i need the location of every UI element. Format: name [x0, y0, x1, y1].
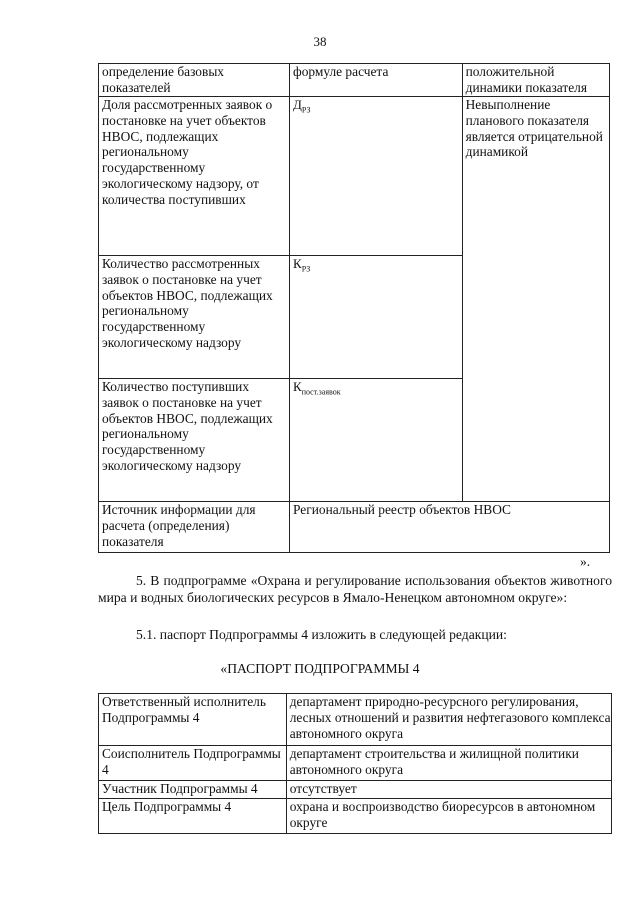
table-cell: департамент природно-ресурсного регулирования, лесных отношений и развития нефтегазового комплекса автономного округа: [286, 694, 611, 746]
table-cell: Источник информации для расчета (определения) показателя: [99, 502, 290, 553]
table-cell: определение базовых показателей: [99, 64, 290, 97]
passport-table: [98, 693, 612, 834]
table-row: [99, 64, 610, 97]
symbol-main: К: [293, 256, 302, 271]
table-row: [99, 746, 612, 781]
table-cell: охрана и воспроизводство биоресурсов в автономном округе: [286, 799, 611, 834]
section-heading: «ПАСПОРТ ПОДПРОГРАММЫ 4: [220, 661, 420, 676]
table-cell: Количество рассмотренных заявок о постановке на учет объектов НВОС, подлежащих региональному государственному экологическому надзору: [99, 256, 290, 379]
table-cell: Невыполнение планового показателя является отрицательной динамикой: [462, 97, 609, 502]
table-cell: формуле расчета: [290, 64, 463, 97]
table-cell: Ответственный исполнитель Подпрограммы 4: [99, 694, 287, 746]
paragraph: 5. В подпрограмме «Охрана и регулирование использования объектов животного мира и водных биологических ресурсов в Ямало-Ненецком автономном округе»:: [98, 573, 612, 606]
paragraph: 5.1. паспорт Подпрограммы 4 изложить в следующей редакции:: [136, 627, 507, 642]
symbol-main: Д: [293, 97, 302, 112]
closing-quote: ».: [580, 554, 591, 569]
table-cell: Количество поступивших заявок о постановке на учет объектов НВОС, подлежащих региональному государственному экологическому надзору: [99, 379, 290, 502]
symbol-subscript: РЗ: [301, 264, 311, 274]
table-row: [99, 694, 612, 746]
table-row: [99, 502, 610, 553]
table-cell: Доля рассмотренных заявок о постановке на учет объектов НВОС, подлежащих региональному государственному экологическому надзору, от количества поступивших: [99, 97, 290, 256]
symbol-subscript: пост.заявок: [301, 387, 341, 397]
table-cell: отсутствует: [286, 781, 611, 799]
table-row: [99, 799, 612, 834]
table-cell: Соисполнитель Подпрограммы 4: [99, 746, 287, 781]
table-cell: Цель Подпрограммы 4: [99, 799, 287, 834]
table-cell: департамент строительства и жилищной политики автономного округа: [286, 746, 611, 781]
table-cell: положительной динамики показателя: [462, 64, 609, 97]
symbol-subscript: РЗ: [301, 105, 311, 115]
table-row: [99, 781, 612, 799]
table-row: [99, 97, 610, 256]
formula-symbol: [290, 379, 463, 502]
page-number: 38: [313, 34, 327, 49]
symbol-main: К: [293, 379, 302, 394]
table-cell: Региональный реестр объектов НВОС: [290, 502, 610, 553]
formula-symbol: [290, 97, 463, 256]
formula-symbol: [290, 256, 463, 379]
indicator-table: [98, 63, 610, 553]
table-cell: Участник Подпрограммы 4: [99, 781, 287, 799]
